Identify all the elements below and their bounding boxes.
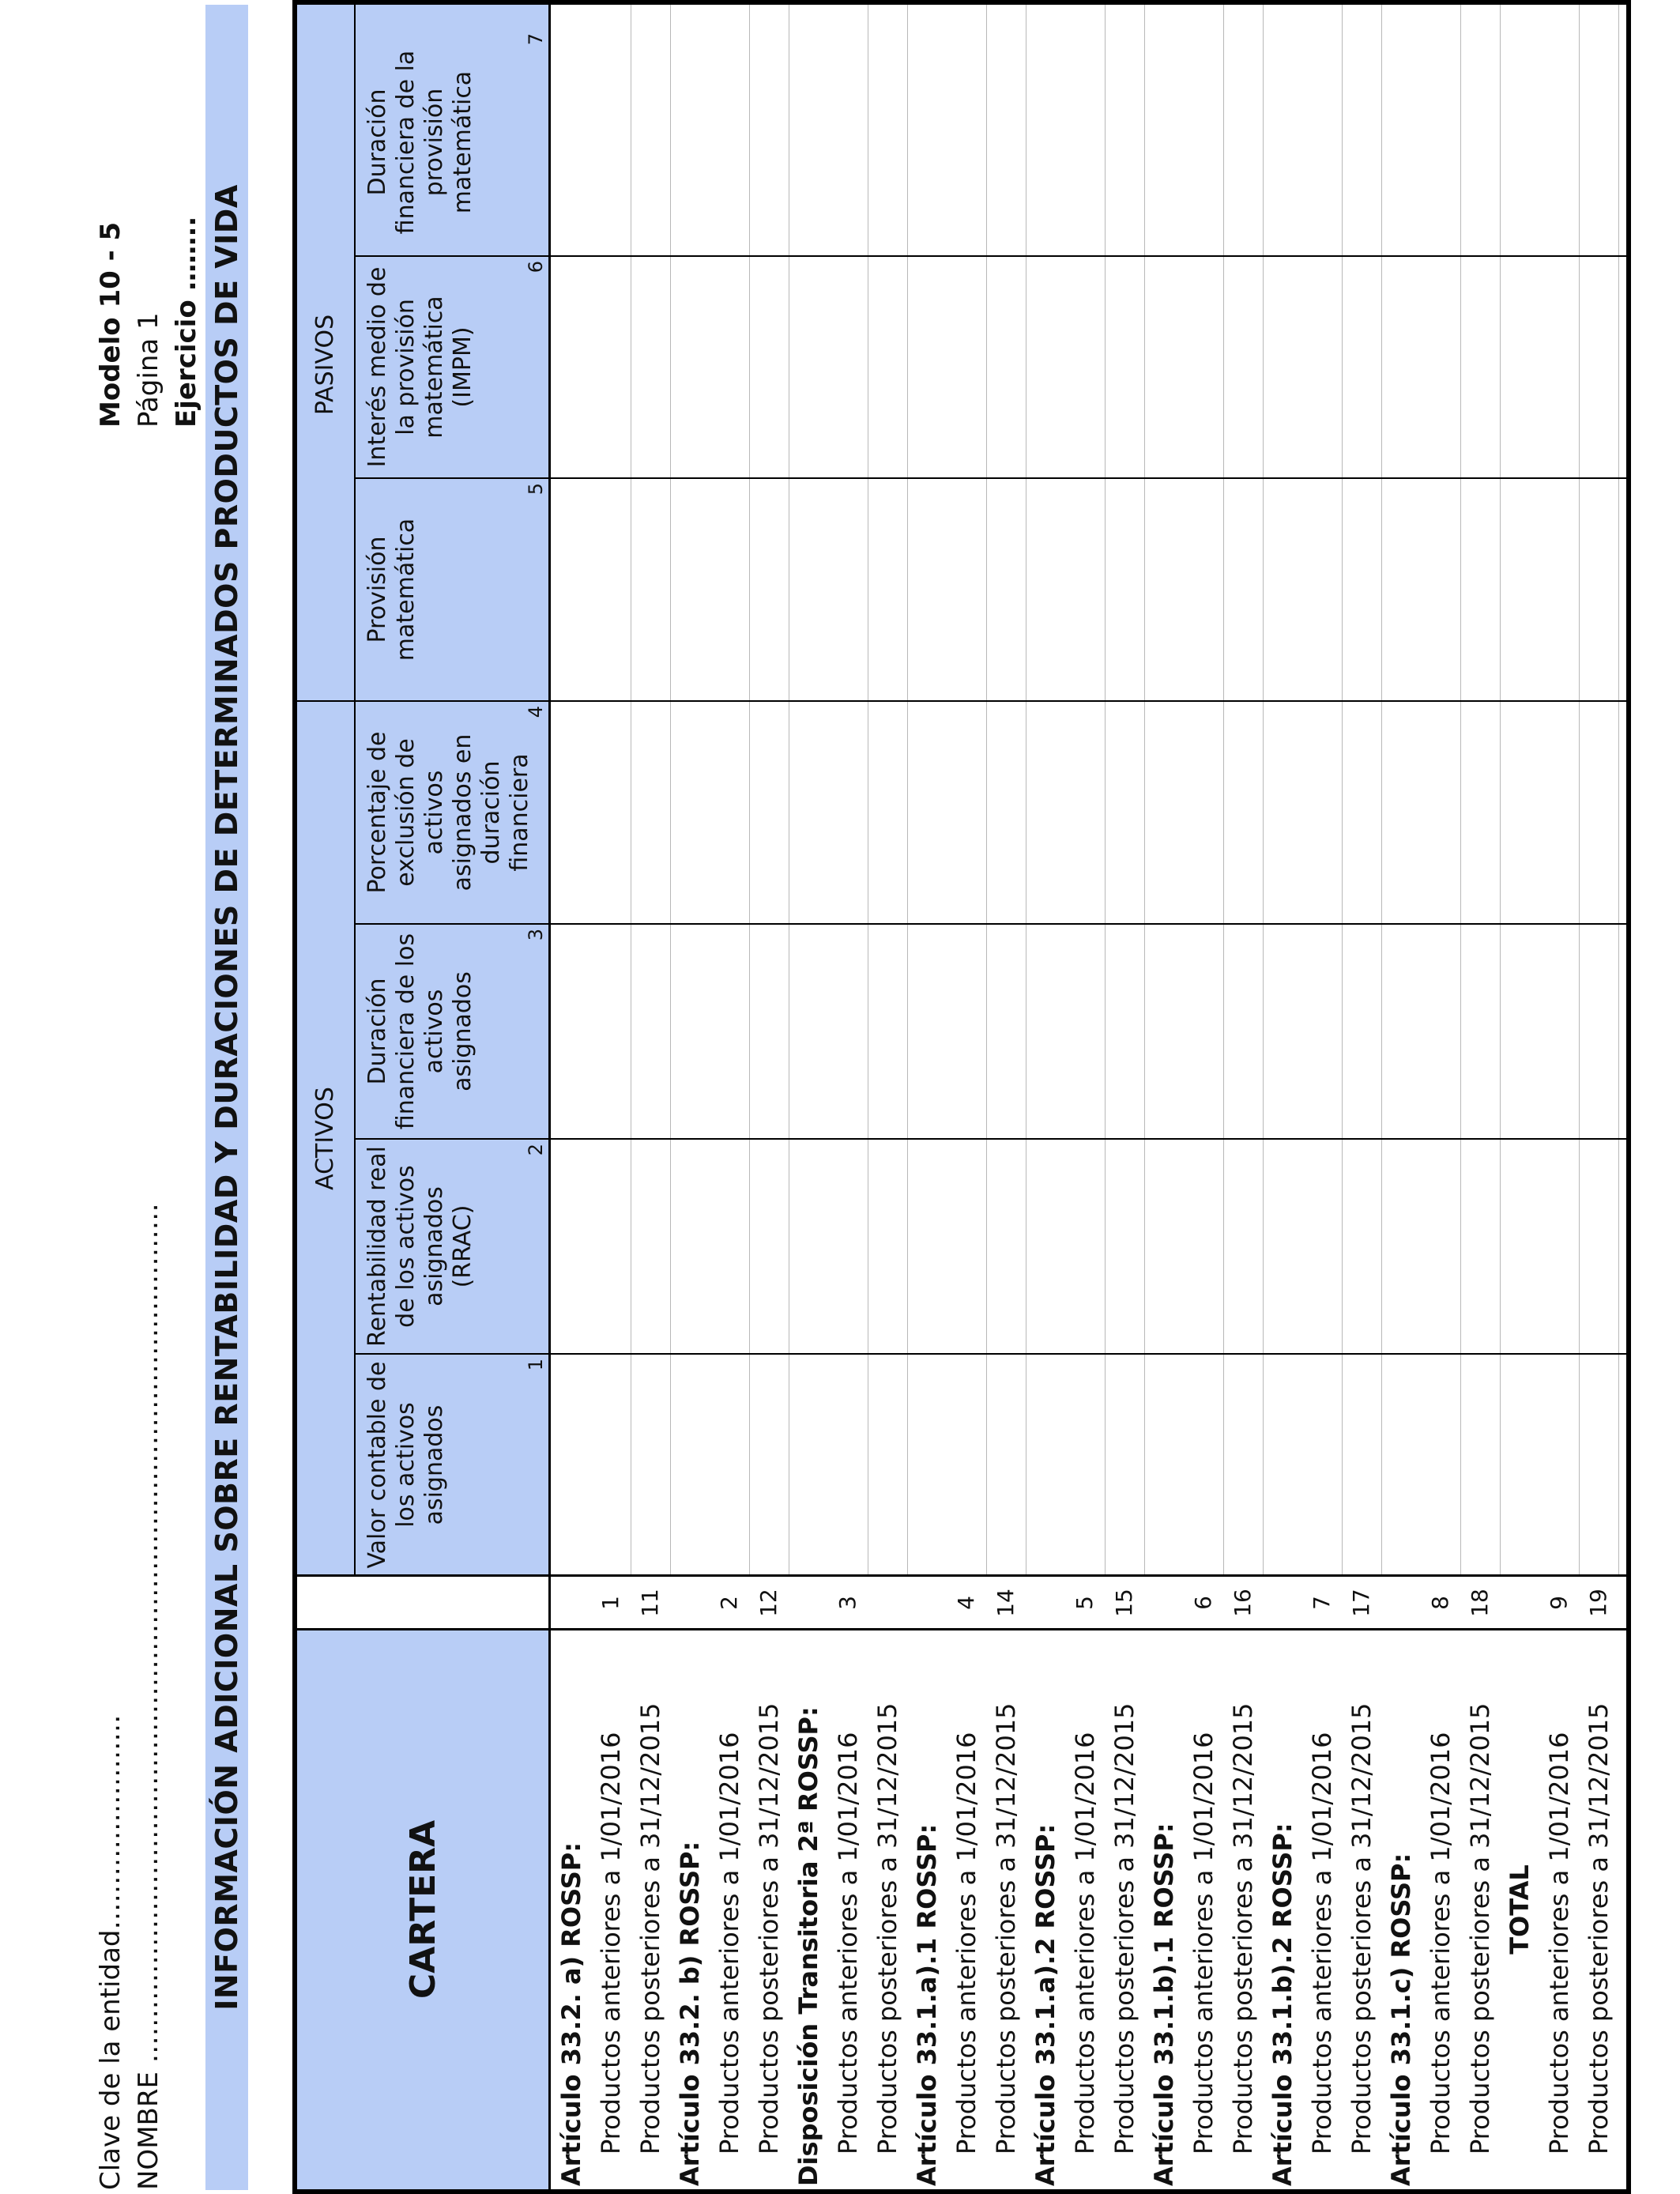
data-cell[interactable] bbox=[592, 1355, 630, 1574]
row-divider bbox=[670, 5, 671, 1576]
data-cell[interactable] bbox=[987, 258, 1025, 477]
data-cell[interactable] bbox=[868, 30, 906, 254]
row-number: 18 bbox=[1467, 1589, 1493, 1617]
row-label: Productos posteriores a 31/12/2015 bbox=[635, 1702, 665, 2154]
data-cell[interactable] bbox=[947, 1140, 985, 1352]
row-label: Productos anteriores a 1/01/2016 bbox=[714, 1732, 744, 2154]
data-cell[interactable] bbox=[1580, 925, 1618, 1137]
column-header-2: Rentabilidad real de los activos asignados (RRAC) bbox=[363, 1145, 477, 1348]
row-divider bbox=[1144, 5, 1145, 1576]
data-cell[interactable] bbox=[1185, 703, 1222, 922]
data-cell[interactable] bbox=[1185, 30, 1222, 254]
data-cell[interactable] bbox=[1540, 30, 1578, 254]
entity-key-field[interactable]: Clave de la entidad…………………… bbox=[95, 1714, 126, 2190]
header-bottom-line bbox=[548, 5, 551, 2189]
data-cell[interactable] bbox=[1066, 1140, 1104, 1352]
data-cell[interactable] bbox=[750, 1355, 788, 1574]
section-label: Disposición Transitoria 2ª ROSSP: bbox=[793, 1706, 823, 2186]
row-label: Productos posteriores a 31/12/2015 bbox=[1465, 1702, 1495, 2154]
data-cell[interactable] bbox=[1580, 30, 1618, 254]
data-cell[interactable] bbox=[1303, 1140, 1341, 1352]
row-number: 11 bbox=[637, 1589, 663, 1617]
row-number: 17 bbox=[1348, 1589, 1374, 1617]
column-divider bbox=[354, 1353, 1626, 1355]
column-number-1: 1 bbox=[525, 1359, 547, 1371]
row-label: Productos posteriores a 31/12/2015 bbox=[1584, 1702, 1614, 2154]
row-number: 7 bbox=[1309, 1596, 1335, 1610]
data-cell[interactable] bbox=[750, 258, 788, 477]
row-number: 3 bbox=[834, 1596, 861, 1610]
column-header-5: Provisión matemática bbox=[363, 518, 420, 662]
column-number-2: 2 bbox=[525, 1144, 547, 1156]
row-label: Productos posteriores a 31/12/2015 bbox=[1228, 1702, 1258, 2154]
data-cell[interactable] bbox=[947, 480, 985, 699]
data-cell[interactable] bbox=[1106, 703, 1143, 922]
column-divider bbox=[354, 477, 1626, 479]
data-cell[interactable] bbox=[868, 1140, 906, 1352]
data-cell[interactable] bbox=[1540, 258, 1578, 477]
data-cell[interactable] bbox=[1185, 925, 1222, 1137]
data-cell[interactable] bbox=[1461, 258, 1499, 477]
data-cell[interactable] bbox=[829, 1140, 867, 1352]
data-cell[interactable] bbox=[987, 30, 1025, 254]
column-header-1: Valor contable de los activos asignados bbox=[363, 1361, 448, 1569]
column-header-6: Interés medio de la provisión matemática (IMPM) bbox=[363, 266, 477, 468]
data-cell[interactable] bbox=[1461, 1140, 1499, 1352]
data-cell[interactable] bbox=[1303, 703, 1341, 922]
data-cell[interactable] bbox=[631, 30, 669, 254]
data-cell[interactable] bbox=[1343, 703, 1381, 922]
data-cell[interactable] bbox=[1106, 30, 1143, 254]
column-header-7: Duración financiera de la provisión matemática bbox=[363, 50, 477, 235]
row-number: 8 bbox=[1427, 1596, 1453, 1610]
data-cell[interactable] bbox=[947, 30, 985, 254]
column-number-6: 6 bbox=[525, 261, 547, 273]
column-number-5: 5 bbox=[525, 483, 547, 496]
data-cell[interactable] bbox=[1580, 703, 1618, 922]
column-number-3: 3 bbox=[525, 929, 547, 941]
number-col-divider bbox=[297, 1574, 1626, 1577]
row-label: Productos anteriores a 1/01/2016 bbox=[1544, 1732, 1574, 2154]
data-cell[interactable] bbox=[592, 480, 630, 699]
row-number: 6 bbox=[1190, 1596, 1216, 1610]
cartera-divider bbox=[297, 1628, 1626, 1630]
data-cell[interactable] bbox=[1461, 480, 1499, 699]
data-cell[interactable] bbox=[1224, 703, 1262, 922]
data-cell[interactable] bbox=[947, 703, 985, 922]
section-label: Artículo 33.2. b) ROSSP: bbox=[675, 1841, 705, 2186]
data-cell[interactable] bbox=[710, 703, 748, 922]
data-cell[interactable] bbox=[1066, 258, 1104, 477]
data-cell[interactable] bbox=[1106, 1140, 1143, 1352]
data-cell[interactable] bbox=[1066, 703, 1104, 922]
form-table bbox=[292, 0, 1631, 2194]
data-cell[interactable] bbox=[1540, 1140, 1578, 1352]
data-cell[interactable] bbox=[1303, 30, 1341, 254]
data-cell[interactable] bbox=[1343, 30, 1381, 254]
data-cell[interactable] bbox=[829, 30, 867, 254]
data-cell[interactable] bbox=[592, 703, 630, 922]
data-cell[interactable] bbox=[750, 925, 788, 1137]
data-cell[interactable] bbox=[1224, 258, 1262, 477]
data-cell[interactable] bbox=[592, 258, 630, 477]
row-label: Productos anteriores a 1/01/2016 bbox=[951, 1732, 981, 2154]
data-cell[interactable] bbox=[710, 30, 748, 254]
data-cell[interactable] bbox=[1422, 925, 1460, 1137]
data-cell[interactable] bbox=[631, 480, 669, 699]
row-number: 1 bbox=[597, 1596, 623, 1610]
row-divider bbox=[1618, 5, 1619, 1576]
entity-name-field[interactable]: NOMBRE …………………………………………………………………………………… bbox=[133, 1203, 164, 2190]
data-cell[interactable] bbox=[750, 30, 788, 254]
data-cell[interactable] bbox=[592, 1140, 630, 1352]
data-cell[interactable] bbox=[1580, 480, 1618, 699]
row-label: Productos posteriores a 31/12/2015 bbox=[872, 1702, 902, 2154]
data-cell[interactable] bbox=[1540, 1355, 1578, 1574]
row-number: 2 bbox=[716, 1596, 742, 1610]
model-number: Modelo 10 - 5 bbox=[95, 221, 126, 428]
data-cell[interactable] bbox=[1343, 258, 1381, 477]
data-cell[interactable] bbox=[1540, 925, 1578, 1137]
data-cell[interactable] bbox=[1580, 1355, 1618, 1574]
row-label: Productos posteriores a 31/12/2015 bbox=[1109, 1702, 1139, 2154]
row-number: 4 bbox=[953, 1596, 979, 1610]
form-title: INFORMACIÓN ADICIONAL SOBRE RENTABILIDAD Y DURACIONES DE DETERMINADOS PRODUCTOS DE VIDA bbox=[205, 5, 248, 2190]
data-cell[interactable] bbox=[829, 925, 867, 1137]
data-cell[interactable] bbox=[947, 925, 985, 1137]
row-divider bbox=[1500, 5, 1501, 1576]
data-cell[interactable] bbox=[868, 925, 906, 1137]
column-number-4: 4 bbox=[525, 706, 547, 718]
data-cell[interactable] bbox=[1422, 258, 1460, 477]
data-cell[interactable] bbox=[750, 1140, 788, 1352]
data-cell[interactable] bbox=[1343, 1140, 1381, 1352]
data-cell[interactable] bbox=[1422, 703, 1460, 922]
row-label: Productos anteriores a 1/01/2016 bbox=[596, 1732, 626, 2154]
column-divider bbox=[354, 923, 1626, 925]
data-cell[interactable] bbox=[868, 703, 906, 922]
row-label: Productos anteriores a 1/01/2016 bbox=[1426, 1732, 1456, 2154]
pasivos-group-header: PASIVOS bbox=[311, 314, 339, 416]
data-cell[interactable] bbox=[1185, 1355, 1222, 1574]
data-cell[interactable] bbox=[750, 703, 788, 922]
data-cell[interactable] bbox=[1066, 480, 1104, 699]
data-cell[interactable] bbox=[987, 1140, 1025, 1352]
section-label: Artículo 33.2. a) ROSSP: bbox=[556, 1842, 586, 2186]
data-cell[interactable] bbox=[1224, 1355, 1262, 1574]
column-divider bbox=[354, 255, 1626, 257]
data-cell[interactable] bbox=[1343, 1355, 1381, 1574]
row-label: Productos posteriores a 31/12/2015 bbox=[1347, 1702, 1377, 2154]
row-label: Productos anteriores a 1/01/2016 bbox=[1307, 1732, 1337, 2154]
data-cell[interactable] bbox=[947, 1355, 985, 1574]
data-cell[interactable] bbox=[1303, 258, 1341, 477]
column-divider bbox=[297, 700, 1626, 702]
data-cell[interactable] bbox=[1066, 925, 1104, 1137]
data-cell[interactable] bbox=[1066, 1355, 1104, 1574]
data-cell[interactable] bbox=[1580, 258, 1618, 477]
section-label: Artículo 33.1.b).1 ROSSP: bbox=[1149, 1823, 1179, 2186]
total-row-label: TOTAL bbox=[1505, 1864, 1535, 1955]
activos-group-header: ACTIVOS bbox=[311, 1087, 339, 1190]
data-cell[interactable] bbox=[710, 1140, 748, 1352]
row-number: 15 bbox=[1111, 1589, 1137, 1617]
column-header-3: Duración financiera de los activos asignados bbox=[363, 933, 477, 1130]
data-cell[interactable] bbox=[868, 1355, 906, 1574]
row-number: 19 bbox=[1585, 1589, 1611, 1617]
column-header-4: Porcentaje de exclusión de activos asignados en duración financiera bbox=[363, 731, 533, 894]
cartera-header: CARTERA bbox=[402, 1819, 443, 2000]
data-cell[interactable] bbox=[631, 1355, 669, 1574]
row-divider bbox=[907, 5, 908, 1576]
data-cell[interactable] bbox=[1106, 925, 1143, 1137]
data-cell[interactable] bbox=[1303, 925, 1341, 1137]
section-label: Artículo 33.1.a).2 ROSSP: bbox=[1030, 1823, 1060, 2186]
data-cell[interactable] bbox=[631, 703, 669, 922]
row-number: 16 bbox=[1230, 1589, 1256, 1617]
data-cell[interactable] bbox=[592, 30, 630, 254]
row-label: Productos anteriores a 1/01/2016 bbox=[833, 1732, 863, 2154]
section-label: Artículo 33.1.a).1 ROSSP: bbox=[912, 1823, 942, 2186]
data-cell[interactable] bbox=[1224, 925, 1262, 1137]
row-label: Productos anteriores a 1/01/2016 bbox=[1188, 1732, 1219, 2154]
data-cell[interactable] bbox=[750, 480, 788, 699]
data-cell[interactable] bbox=[1422, 480, 1460, 699]
data-cell[interactable] bbox=[1106, 1355, 1143, 1574]
data-cell[interactable] bbox=[829, 258, 867, 477]
data-cell[interactable] bbox=[947, 258, 985, 477]
data-cell[interactable] bbox=[1540, 480, 1578, 699]
data-cell[interactable] bbox=[1422, 30, 1460, 254]
data-cell[interactable] bbox=[868, 480, 906, 699]
data-cell[interactable] bbox=[987, 925, 1025, 1137]
row-divider bbox=[1381, 5, 1382, 1576]
row-number: 12 bbox=[755, 1589, 782, 1617]
data-cell[interactable] bbox=[1066, 30, 1104, 254]
data-cell[interactable] bbox=[829, 480, 867, 699]
data-cell[interactable] bbox=[592, 925, 630, 1137]
data-cell[interactable] bbox=[1106, 258, 1143, 477]
data-cell[interactable] bbox=[1224, 480, 1262, 699]
data-cell[interactable] bbox=[710, 925, 748, 1137]
row-label: Productos posteriores a 31/12/2015 bbox=[991, 1702, 1021, 2154]
data-cell[interactable] bbox=[1185, 1140, 1222, 1352]
data-cell[interactable] bbox=[1540, 703, 1578, 922]
data-cell[interactable] bbox=[710, 480, 748, 699]
data-cell[interactable] bbox=[1343, 925, 1381, 1137]
data-cell[interactable] bbox=[1580, 1140, 1618, 1352]
group-divider bbox=[354, 5, 356, 1576]
data-cell[interactable] bbox=[1106, 480, 1143, 699]
page-number: Página 1 bbox=[133, 312, 164, 428]
data-cell[interactable] bbox=[631, 925, 669, 1137]
data-cell[interactable] bbox=[987, 480, 1025, 699]
data-cell[interactable] bbox=[1185, 258, 1222, 477]
data-cell[interactable] bbox=[1461, 30, 1499, 254]
row-divider bbox=[1263, 5, 1264, 1576]
data-cell[interactable] bbox=[868, 258, 906, 477]
fiscal-year-field[interactable]: Ejercicio …….. bbox=[171, 216, 202, 428]
data-cell[interactable] bbox=[829, 1355, 867, 1574]
data-cell[interactable] bbox=[1303, 1355, 1341, 1574]
data-cell[interactable] bbox=[829, 703, 867, 922]
column-divider bbox=[354, 1138, 1626, 1140]
data-cell[interactable] bbox=[1185, 480, 1222, 699]
data-cell[interactable] bbox=[1224, 1140, 1262, 1352]
data-cell[interactable] bbox=[987, 1355, 1025, 1574]
section-label: Artículo 33.1.b).2 ROSSP: bbox=[1268, 1823, 1298, 2186]
column-number-7: 7 bbox=[525, 33, 547, 46]
data-cell[interactable] bbox=[710, 1355, 748, 1574]
section-label: Artículo 33.1.c) ROSSP: bbox=[1386, 1853, 1416, 2186]
data-cell[interactable] bbox=[1461, 703, 1499, 922]
data-cell[interactable] bbox=[631, 1140, 669, 1352]
data-cell[interactable] bbox=[1343, 480, 1381, 699]
row-number: 5 bbox=[1072, 1596, 1098, 1610]
data-cell[interactable] bbox=[710, 258, 748, 477]
row-label: Productos posteriores a 31/12/2015 bbox=[754, 1702, 784, 2154]
data-cell[interactable] bbox=[1224, 30, 1262, 254]
data-cell[interactable] bbox=[1303, 480, 1341, 699]
data-cell[interactable] bbox=[631, 258, 669, 477]
data-cell[interactable] bbox=[1422, 1355, 1460, 1574]
row-number: 14 bbox=[993, 1589, 1019, 1617]
data-cell[interactable] bbox=[1461, 1355, 1499, 1574]
row-number: 9 bbox=[1546, 1596, 1572, 1610]
data-cell[interactable] bbox=[1422, 1140, 1460, 1352]
data-cell[interactable] bbox=[987, 703, 1025, 922]
data-cell[interactable] bbox=[1461, 925, 1499, 1137]
row-label: Productos anteriores a 1/01/2016 bbox=[1070, 1732, 1100, 2154]
